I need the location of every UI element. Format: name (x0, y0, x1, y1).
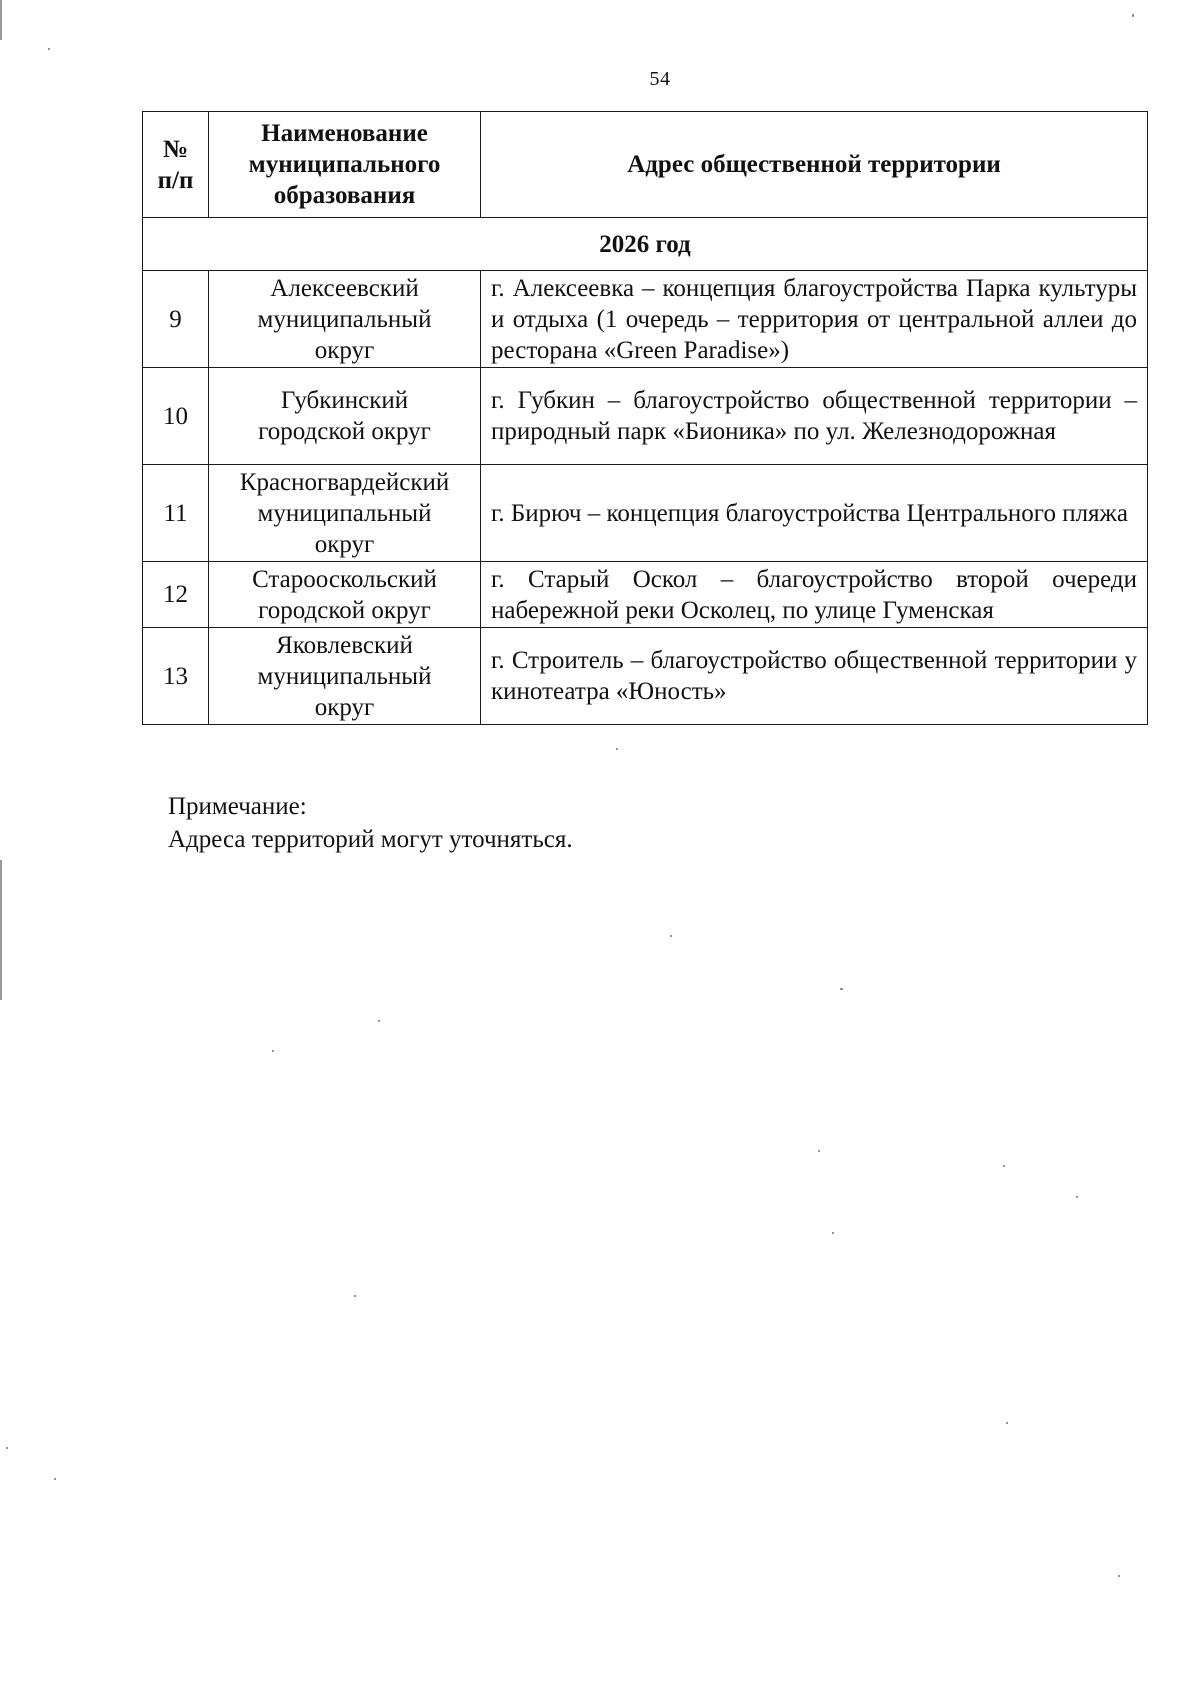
table-row (143, 628, 1148, 725)
year-row (143, 218, 1148, 271)
municipality-name-line: Алексеевский (270, 274, 419, 302)
table-row (143, 368, 1148, 465)
header-name-line: Наименование (261, 120, 428, 147)
page-number: 54 (649, 68, 671, 90)
scan-speck (1132, 14, 1134, 17)
scan-speck (616, 748, 618, 750)
municipality-name (209, 562, 481, 628)
municipality-name-line: округ (314, 530, 375, 558)
municipality-name-line: городской округ (258, 596, 431, 624)
municipality-name-line: Яковлевский (276, 631, 413, 659)
scan-speck (6, 1447, 8, 1449)
row-number: 10 (143, 368, 209, 465)
header-name-line: образования (273, 182, 416, 209)
territory-address: г. Строитель – благоустройство общественной территории у кинотеатра «Юность» (481, 628, 1148, 725)
scan-speck (1003, 1165, 1005, 1167)
municipality-name-line: Красногвардейский (239, 468, 450, 496)
municipality-name-line: округ (314, 693, 375, 721)
scan-speck (54, 1478, 56, 1480)
scan-speck (818, 1150, 820, 1152)
row-number: 9 (143, 271, 209, 368)
table-row (143, 465, 1148, 562)
header-num (143, 112, 209, 218)
header-num-line: п/п (157, 166, 194, 194)
scan-speck (1006, 1422, 1008, 1424)
territory-address: г. Старый Оскол – благоустройство второй очереди набережной реки Осколец, по улице Гуменская (481, 562, 1148, 628)
row-number: 11 (143, 465, 209, 562)
territory-address: г. Бирюч – концепция благоустройства Центрального пляжа (481, 465, 1148, 562)
header-name-line: муниципального (248, 151, 441, 178)
scan-speck (354, 1295, 356, 1297)
municipality-name-line: муниципальный (257, 662, 432, 690)
header-address: Адрес общественной территории (481, 112, 1148, 218)
scan-speck (48, 48, 50, 50)
municipality-name-line: Губкинский (280, 387, 409, 414)
row-number: 12 (143, 562, 209, 628)
municipality-name-line: округ (314, 336, 375, 364)
municipality-name (209, 368, 481, 465)
municipality-name-line: Старооскольский (252, 565, 437, 593)
note-block (168, 790, 573, 856)
scan-speck (1118, 1575, 1120, 1577)
territories-table (142, 111, 1148, 725)
municipality-name (209, 465, 481, 562)
scan-edge-mark (0, 860, 2, 1000)
scan-edge-mark (0, 0, 2, 40)
note-text: Адреса территорий могут уточняться. (168, 826, 573, 853)
municipality-name (209, 628, 481, 725)
territory-address: г. Алексеевка – концепция благоустройства Парка культуры и отдыха (1 очередь – территория от центральной аллеи до ресторана «Green Paradise») (481, 271, 1148, 368)
scan-speck (670, 935, 672, 937)
municipality-name-line: муниципальный (257, 305, 432, 333)
header-name (209, 112, 481, 218)
header-num-line: № (162, 135, 189, 163)
scan-speck (840, 988, 843, 990)
note-title: Примечание: (168, 793, 307, 820)
scan-speck (272, 1050, 274, 1052)
table-header-row (143, 112, 1148, 218)
row-number: 13 (143, 628, 209, 725)
table-row (143, 271, 1148, 368)
municipality-name (209, 271, 481, 368)
table-row (143, 562, 1148, 628)
municipality-name-line: муниципальный (257, 499, 432, 527)
scan-speck (832, 1232, 834, 1234)
scan-speck (1076, 1196, 1078, 1198)
year-label: 2026 год (143, 218, 1148, 271)
scan-speck (378, 1020, 380, 1022)
municipality-name-line: городской округ (258, 418, 431, 445)
territory-address: г. Губкин – благоустройство общественной территории – природный парк «Бионика» по ул. Железнодорожная (481, 368, 1148, 465)
